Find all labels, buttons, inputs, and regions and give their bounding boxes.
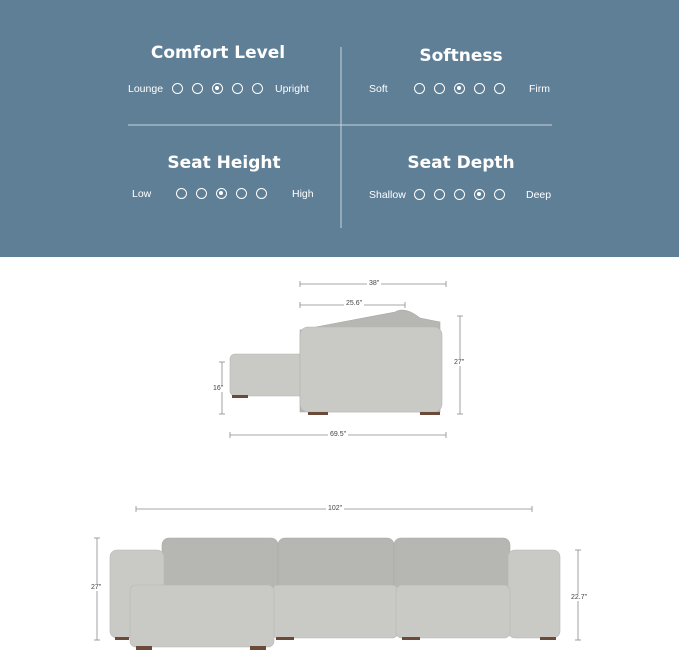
panel-background [0, 0, 679, 257]
sofa-leg [115, 637, 129, 640]
main-body [300, 327, 442, 412]
sofa-leg [250, 646, 266, 650]
seat-depth-dimension: 25.6" [346, 300, 363, 307]
sofa-leg [136, 646, 152, 650]
rating-dot [192, 83, 203, 94]
rating-left-label: Lounge [128, 83, 164, 95]
chaise-front [130, 585, 274, 647]
rating-dot [252, 83, 263, 94]
rating-right-label: Firm [529, 83, 550, 95]
overall-depth-dimension: 38" [369, 280, 380, 287]
ratings-panel [0, 0, 679, 257]
seat-right [396, 585, 510, 638]
sofa-leg [402, 637, 420, 640]
rating-dot [256, 188, 267, 199]
rating-dot [176, 188, 187, 199]
seat-middle [272, 585, 398, 638]
sofa-leg [540, 637, 556, 640]
front-height-dimension: 27" [91, 584, 102, 591]
left-arm [110, 550, 164, 638]
rating-title: Seat Depth [407, 153, 515, 173]
rating-dot [474, 83, 485, 94]
rating-dot [454, 189, 465, 200]
rating-dot [414, 83, 425, 94]
rating-dot [196, 188, 207, 199]
rating-dot [494, 83, 505, 94]
rating-left-label: Soft [369, 83, 388, 95]
side-height-dimension: 27" [454, 359, 465, 366]
right-arm [508, 550, 560, 638]
rating-right-label: High [292, 188, 314, 200]
rating-left-label: Shallow [369, 189, 406, 201]
chaise-length-dimension: 69.5" [330, 431, 347, 438]
rating-dot [232, 83, 243, 94]
rating-dot [494, 189, 505, 200]
front-seat-height-dimension: 22.7" [571, 594, 588, 601]
front-width-dimension: 102" [328, 505, 343, 512]
rating-dot [172, 83, 183, 94]
rating-right-label: Deep [526, 189, 552, 201]
rating-title: Comfort Level [150, 43, 286, 63]
rating-dot-selected [474, 189, 485, 200]
comfort-level-rating [118, 40, 318, 100]
sofa-leg [232, 395, 248, 398]
chaise-height-dimension: 16" [213, 385, 224, 392]
seat-depth-rating [361, 146, 561, 206]
back-cushion-middle [278, 538, 394, 592]
softness-rating [361, 40, 561, 100]
back-cushion [300, 310, 440, 412]
rating-title: Softness [419, 46, 503, 66]
rating-dot-selected [454, 83, 465, 94]
back-cushion-left [162, 538, 278, 592]
rating-right-label: Upright [275, 83, 309, 95]
sofa-leg [308, 412, 328, 415]
rating-dot [414, 189, 425, 200]
rating-dot [236, 188, 247, 199]
rating-dot-selected [212, 83, 223, 94]
rating-left-label: Low [132, 188, 152, 200]
sofa-leg [420, 412, 440, 415]
rating-title: Seat Height [167, 153, 281, 173]
sofa-leg [276, 637, 294, 640]
rating-dot [434, 189, 445, 200]
rating-dot-selected [216, 188, 227, 199]
chaise-seat [230, 354, 310, 396]
back-cushion-right [394, 538, 510, 592]
rating-dot [434, 83, 445, 94]
seat-height-rating [124, 146, 324, 206]
